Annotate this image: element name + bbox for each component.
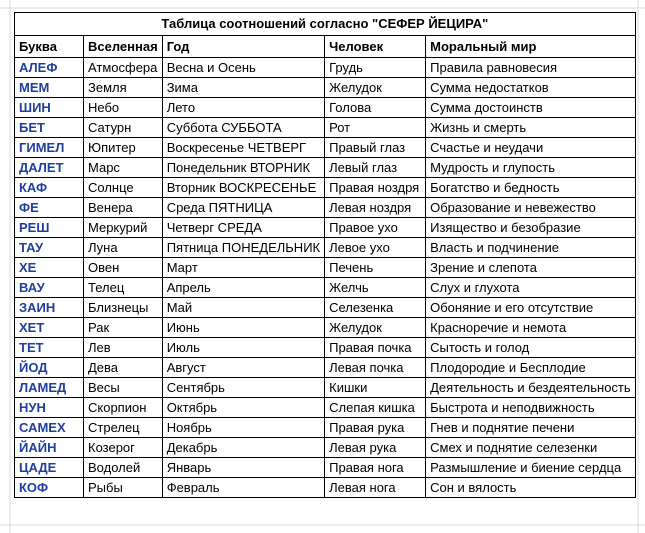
year-cell: Суббота СУББОТА: [162, 118, 324, 138]
moral-cell: Быстрота и неподвижность: [426, 398, 636, 418]
moral-cell: Образование и невежество: [426, 198, 636, 218]
table-row: [15, 378, 636, 398]
header-row: [15, 36, 636, 58]
year-cell: Август: [162, 358, 324, 378]
human-cell: Желудок: [325, 318, 426, 338]
universe-cell: Атмосфера: [84, 58, 163, 78]
human-cell: Левая ноздря: [325, 198, 426, 218]
table-row: [15, 118, 636, 138]
universe-cell: Овен: [84, 258, 163, 278]
universe-cell: Земля: [84, 78, 163, 98]
universe-cell: Стрелец: [84, 418, 163, 438]
table-row: [15, 198, 636, 218]
year-cell: Февраль: [162, 478, 324, 498]
table-row: [15, 258, 636, 278]
year-cell: Вторник ВОСКРЕСЕНЬЕ: [162, 178, 324, 198]
letter-cell: ЗАИН: [15, 298, 84, 318]
moral-cell: Власть и подчинение: [426, 238, 636, 258]
moral-cell: Обоняние и его отсутствие: [426, 298, 636, 318]
universe-cell: Венера: [84, 198, 163, 218]
letter-cell: НУН: [15, 398, 84, 418]
letter-cell: КОФ: [15, 478, 84, 498]
letter-cell: ШИН: [15, 98, 84, 118]
table-row: [15, 58, 636, 78]
letter-cell: ТАУ: [15, 238, 84, 258]
universe-cell: Меркурий: [84, 218, 163, 238]
universe-cell: Козерог: [84, 438, 163, 458]
moral-cell: Зрение и слепота: [426, 258, 636, 278]
letter-cell: ГИМЕЛ: [15, 138, 84, 158]
year-cell: Сентябрь: [162, 378, 324, 398]
moral-cell: Красноречие и немота: [426, 318, 636, 338]
moral-cell: Плодородие и Бесплодие: [426, 358, 636, 378]
letter-cell: РЕШ: [15, 218, 84, 238]
letter-cell: МЕМ: [15, 78, 84, 98]
table-row: [15, 78, 636, 98]
universe-cell: Юпитер: [84, 138, 163, 158]
column-header-letter: Буква: [15, 36, 84, 58]
moral-cell: Правила равновесия: [426, 58, 636, 78]
human-cell: Печень: [325, 258, 426, 278]
moral-cell: Смех и поднятие селезенки: [426, 438, 636, 458]
universe-cell: Небо: [84, 98, 163, 118]
letter-cell: ФЕ: [15, 198, 84, 218]
year-cell: Март: [162, 258, 324, 278]
human-cell: Правая ноздря: [325, 178, 426, 198]
table-row: [15, 278, 636, 298]
human-cell: Желчь: [325, 278, 426, 298]
human-cell: Правая нога: [325, 458, 426, 478]
human-cell: Селезенка: [325, 298, 426, 318]
column-header-universe: Вселенная: [84, 36, 163, 58]
universe-cell: Весы: [84, 378, 163, 398]
table-title: Таблица соотношений согласно "СЕФЕР ЙЕЦИРА": [15, 13, 636, 36]
universe-cell: Рыбы: [84, 478, 163, 498]
universe-cell: Скорпион: [84, 398, 163, 418]
table-row: [15, 358, 636, 378]
year-cell: Июль: [162, 338, 324, 358]
moral-cell: Мудрость и глупость: [426, 158, 636, 178]
letter-cell: САМЕХ: [15, 418, 84, 438]
moral-cell: Сытость и голод: [426, 338, 636, 358]
human-cell: Слепая кишка: [325, 398, 426, 418]
moral-cell: Жизнь и смерть: [426, 118, 636, 138]
letter-cell: ТЕТ: [15, 338, 84, 358]
human-cell: Левая рука: [325, 438, 426, 458]
universe-cell: Лев: [84, 338, 163, 358]
moral-cell: Слух и глухота: [426, 278, 636, 298]
table-row: [15, 338, 636, 358]
letter-cell: КАФ: [15, 178, 84, 198]
letter-cell: БЕТ: [15, 118, 84, 138]
year-cell: Лето: [162, 98, 324, 118]
year-cell: Среда ПЯТНИЦА: [162, 198, 324, 218]
moral-cell: Изящество и безобразие: [426, 218, 636, 238]
table-row: [15, 418, 636, 438]
year-cell: Воскресенье ЧЕТВЕРГ: [162, 138, 324, 158]
letter-cell: ЛАМЕД: [15, 378, 84, 398]
letter-cell: ЦАДЕ: [15, 458, 84, 478]
human-cell: Левый глаз: [325, 158, 426, 178]
universe-cell: Солнце: [84, 178, 163, 198]
human-cell: Левая почка: [325, 358, 426, 378]
year-cell: Октябрь: [162, 398, 324, 418]
table-row: [15, 398, 636, 418]
year-cell: Понедельник ВТОРНИК: [162, 158, 324, 178]
column-header-year: Год: [162, 36, 324, 58]
table-row: [15, 298, 636, 318]
column-header-human: Человек: [325, 36, 426, 58]
year-cell: Январь: [162, 458, 324, 478]
letter-cell: ВАУ: [15, 278, 84, 298]
moral-cell: Богатство и бедность: [426, 178, 636, 198]
table-row: [15, 138, 636, 158]
year-cell: Пятница ПОНЕДЕЛЬНИК: [162, 238, 324, 258]
letter-cell: АЛЕФ: [15, 58, 84, 78]
year-cell: Май: [162, 298, 324, 318]
year-cell: Апрель: [162, 278, 324, 298]
table-row: [15, 238, 636, 258]
moral-cell: Сон и вялость: [426, 478, 636, 498]
universe-cell: Сатурн: [84, 118, 163, 138]
human-cell: Грудь: [325, 58, 426, 78]
letter-cell: ЙАЙН: [15, 438, 84, 458]
human-cell: Правая почка: [325, 338, 426, 358]
human-cell: Правый глаз: [325, 138, 426, 158]
moral-cell: Сумма достоинств: [426, 98, 636, 118]
universe-cell: Марс: [84, 158, 163, 178]
column-header-moral: Моральный мир: [426, 36, 636, 58]
human-cell: Левая нога: [325, 478, 426, 498]
table-row: [15, 478, 636, 498]
moral-cell: Гнев и поднятие печени: [426, 418, 636, 438]
letter-cell: ДАЛЕТ: [15, 158, 84, 178]
moral-cell: Размышление и биение сердца: [426, 458, 636, 478]
human-cell: Рот: [325, 118, 426, 138]
moral-cell: Деятельность и бездеятельность: [426, 378, 636, 398]
moral-cell: Сумма недостатков: [426, 78, 636, 98]
year-cell: Зима: [162, 78, 324, 98]
table-row: [15, 178, 636, 198]
universe-cell: Рак: [84, 318, 163, 338]
year-cell: Июнь: [162, 318, 324, 338]
table-row: [15, 318, 636, 338]
table-row: [15, 158, 636, 178]
correspondence-table: [14, 12, 636, 498]
year-cell: Декабрь: [162, 438, 324, 458]
letter-cell: ХЕТ: [15, 318, 84, 338]
human-cell: Левое ухо: [325, 238, 426, 258]
letter-cell: ХЕ: [15, 258, 84, 278]
table-row: [15, 438, 636, 458]
letter-cell: ЙОД: [15, 358, 84, 378]
table-row: [15, 98, 636, 118]
human-cell: Правая рука: [325, 418, 426, 438]
human-cell: Кишки: [325, 378, 426, 398]
year-cell: Четверг СРЕДА: [162, 218, 324, 238]
universe-cell: Луна: [84, 238, 163, 258]
universe-cell: Телец: [84, 278, 163, 298]
year-cell: Ноябрь: [162, 418, 324, 438]
universe-cell: Близнецы: [84, 298, 163, 318]
universe-cell: Водолей: [84, 458, 163, 478]
table-row: [15, 458, 636, 478]
human-cell: Желудок: [325, 78, 426, 98]
table-row: [15, 218, 636, 238]
human-cell: Правое ухо: [325, 218, 426, 238]
human-cell: Голова: [325, 98, 426, 118]
moral-cell: Счастье и неудачи: [426, 138, 636, 158]
year-cell: Весна и Осень: [162, 58, 324, 78]
universe-cell: Дева: [84, 358, 163, 378]
